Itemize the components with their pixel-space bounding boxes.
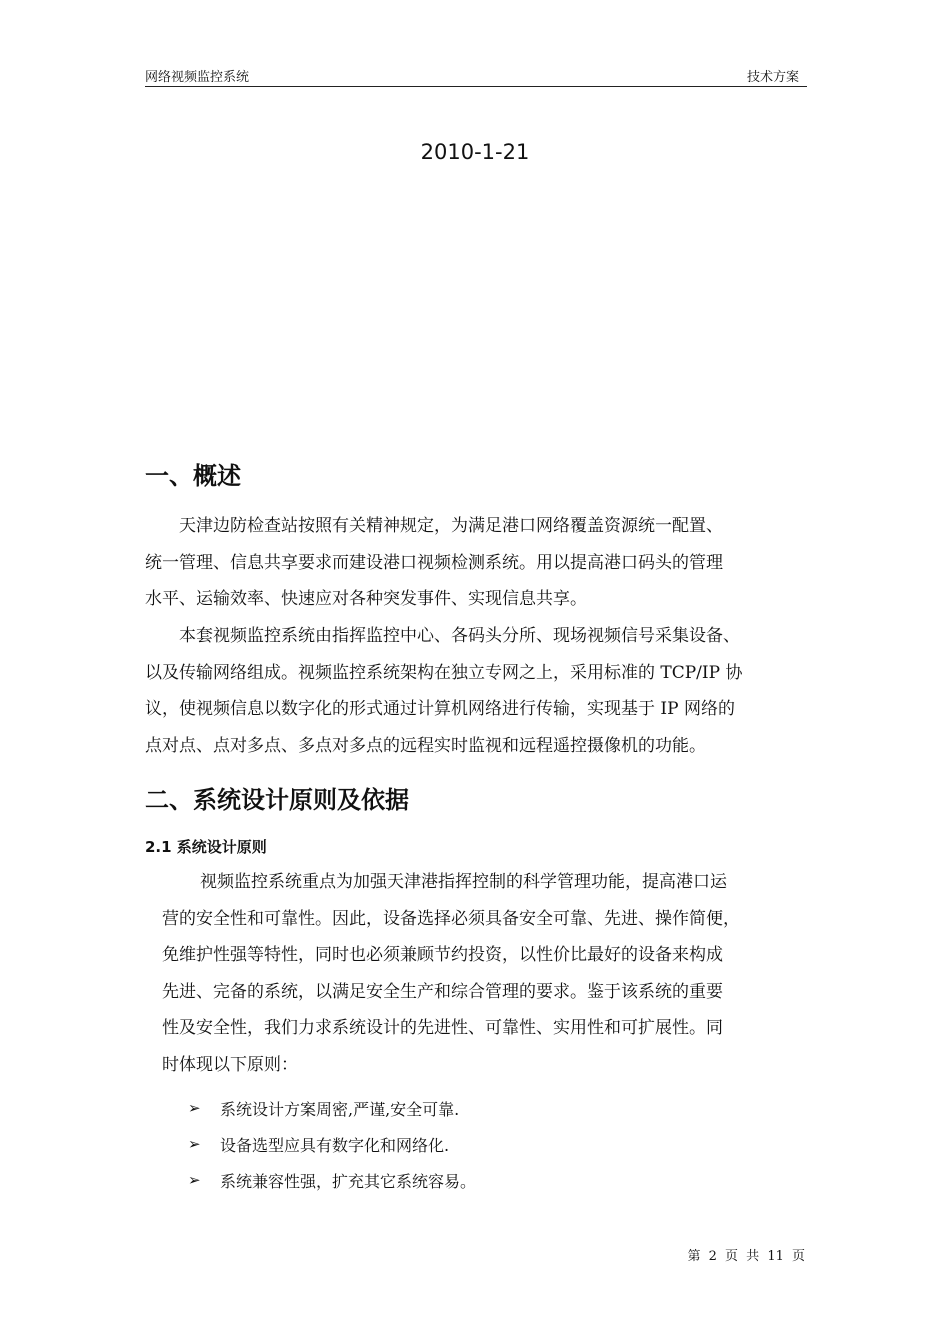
paragraph-line: 以及传输网络组成。视频监控系统架构在独立专网之上，采用标准的 TCP/IP 协 xyxy=(145,662,743,683)
subsection-2-1-paragraph xyxy=(162,864,740,1083)
paragraph-line: 免维护性强等特性，同时也必须兼顾节约投资，以性价比最好的设备来构成 xyxy=(162,945,723,965)
paragraph-line: 先进、完备的系统，以满足安全生产和综合管理的要求。鉴于该系统的重要 xyxy=(162,981,723,1002)
subsection-2-1-heading: 2.1 系统设计原则 xyxy=(145,838,267,856)
section-1-paragraph-2 xyxy=(145,618,742,764)
arrow-bullet-icon: ➢ xyxy=(188,1171,201,1189)
paragraph-line: 水平、运输效率、快速应对各种突发事件、实现信息共享。 xyxy=(145,589,587,609)
list-item xyxy=(188,1162,476,1198)
page-header xyxy=(145,64,807,87)
paragraph-line: 营的安全性和可靠性。因此，设备选择必须具备安全可靠、先进、操作简便， xyxy=(162,908,740,929)
list-item-text: 系统设计方案周密,严谨,安全可靠. xyxy=(220,1099,460,1119)
section-1-heading: 一、概述 xyxy=(145,462,241,490)
section-2-heading: 二、系统设计原则及依据 xyxy=(145,786,409,814)
list-item-text: 系统兼容性强，扩充其它系统容易。 xyxy=(220,1171,477,1191)
paragraph-line: 性及安全性，我们力求系统设计的先进性、可靠性、实用性和可扩展性。同 xyxy=(162,1018,723,1038)
list-item xyxy=(188,1126,476,1162)
paragraph-line: 点对点、点对多点、多点对多点的远程实时监视和远程遥控摄像机的功能。 xyxy=(145,735,706,756)
arrow-bullet-icon: ➢ xyxy=(188,1135,201,1153)
section-1-paragraph-1 xyxy=(145,508,723,618)
paragraph-line: 议，使视频信息以数字化的形式通过计算机网络进行传输，实现基于 IP 网络的 xyxy=(145,699,735,719)
arrow-bullet-icon: ➢ xyxy=(188,1099,201,1117)
page-number: 第 2 页 共 11 页 xyxy=(687,1249,805,1264)
document-date: 2010-1-21 xyxy=(420,140,530,164)
paragraph-line: 天津边防检查站按照有关精神规定，为满足港口网络覆盖资源统一配置、 xyxy=(179,516,723,536)
header-left-title: 网络视频监控系统 xyxy=(145,70,250,85)
list-item-text: 设备选型应具有数字化和网络化. xyxy=(220,1135,450,1155)
paragraph-line: 视频监控系统重点为加强天津港指挥控制的科学管理功能，提高港口运 xyxy=(200,872,727,892)
list-item xyxy=(188,1090,476,1126)
paragraph-line: 本套视频监控系统由指挥监控中心、各码头分所、现场视频信号采集设备、 xyxy=(179,626,740,646)
header-right-title: 技术方案 xyxy=(746,70,799,85)
principles-list xyxy=(188,1090,476,1198)
paragraph-line: 统一管理、信息共享要求而建设港口视频检测系统。用以提高港口码头的管理 xyxy=(145,552,723,573)
paragraph-line: 时体现以下原则： xyxy=(162,1054,298,1075)
